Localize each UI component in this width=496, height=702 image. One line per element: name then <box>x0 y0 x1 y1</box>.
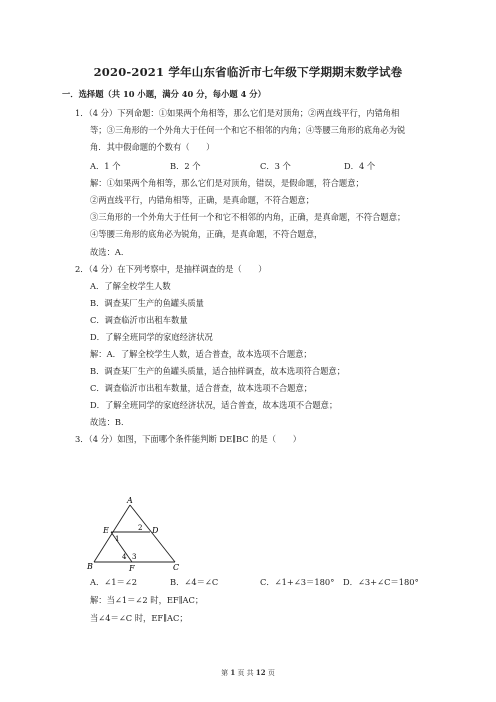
q1-option-c: C．3 个 <box>260 161 291 171</box>
label-e: E <box>103 526 109 535</box>
q2-solution-4: D．了解全班同学的家庭经济状况，适合普查，故本选项不合题意； <box>90 400 338 410</box>
q3-options <box>90 577 450 588</box>
page-title: 2020-2021 学年山东省临沂市七年级下学期期末数学试卷 <box>93 65 403 79</box>
label-b: B <box>87 562 93 571</box>
q3-option-b: B．∠4＝∠C <box>170 577 219 587</box>
footer-total-pages: 12 <box>255 668 266 677</box>
q2-option-d: D．了解全班同学的家庭经济状况 <box>90 332 213 342</box>
q2-option-c: C．调查临沂市出租车数量 <box>90 315 188 325</box>
q1-stem-line1: 1．（4 分）下列命题：①如果两个角相等，那么它们是对顶角；②两直线平行，内错角相 <box>75 108 400 118</box>
q1-solution-1: 解：①如果两个角相等，那么它们是对顶角，错误，是假命题，符合题意； <box>90 178 364 188</box>
angle-label-3: 3 <box>132 553 137 561</box>
q1-option-d: D．4 个 <box>344 161 376 171</box>
q2-option-a: A．了解全校学生人数 <box>90 281 171 291</box>
q3-option-a: A．∠1＝∠2 <box>90 577 138 587</box>
q2-solution-1: 解：A．了解全校学生人数，适合普查，故本选项不合题意； <box>90 349 312 359</box>
footer-mid: 页 共 <box>235 669 256 677</box>
q1-option-a: A．1 个 <box>90 161 121 171</box>
q2-option-b: B．调查某厂生产的鱼罐头质量 <box>90 298 204 308</box>
q3-solution-2: 当∠4＝∠C 时，EF∥AC； <box>90 613 188 623</box>
q1-solution-2: ②两直线平行，内错角相等，正确，是真命题，不符合题意； <box>90 195 315 205</box>
q2-answer: 故选：B． <box>90 417 130 427</box>
label-c: C <box>173 563 180 572</box>
q3-solution-1: 解：当∠1＝∠2 时，EF∥AC； <box>90 595 204 605</box>
q1-answer: 故选：A． <box>90 247 130 257</box>
label-a: A <box>127 496 133 505</box>
footer-page-number: 1 <box>230 668 236 677</box>
angle-label-4: 4 <box>122 553 127 561</box>
q3-stem: 3．（4 分）如图，下面哪个条件能判断 DE∥BC 的是（ ） <box>75 434 301 444</box>
q2-stem: 2．（4 分）在下列考察中，是抽样调查的是（ ） <box>75 264 267 274</box>
triangle-figure <box>84 496 184 574</box>
q1-option-b: B．2 个 <box>170 161 201 171</box>
footer-prefix: 第 <box>221 669 231 677</box>
q1-stem-line2: 等；③三角形的一个外角大于任何一个和它不相邻的内角；④等腰三角形的底角必为锐 <box>90 125 406 135</box>
label-f: F <box>129 564 135 573</box>
section-heading: 一．选择题（共 10 小题，满分 40 分，每小题 4 分） <box>62 89 266 99</box>
page-footer <box>0 668 496 678</box>
angle-label-2: 2 <box>138 524 143 532</box>
q2-solution-2: B．调查某厂生产的鱼罐头质量，适合抽样调查，故本选项符合题意； <box>90 366 346 376</box>
q1-solution-4: ④等腰三角形的底角必为锐角，正确，是真命题，不符合题意， <box>90 229 323 239</box>
label-d: D <box>152 526 159 535</box>
q1-solution-3: ③三角形的一个外角大于任何一个和它不相邻的内角，正确，是真命题，不符合题意； <box>90 212 406 222</box>
q3-option-c: C．∠1+∠3＝180° <box>260 577 335 587</box>
q1-options <box>90 161 430 172</box>
footer-suffix: 页 <box>265 669 275 677</box>
q1-stem-line3: 角．其中假命题的个数有（ ） <box>90 142 215 152</box>
q2-solution-3: C．调查临沂市出租车数量，适合普查，故本选项不合题意； <box>90 383 313 393</box>
q3-option-d: D．∠3+∠C＝180° <box>343 577 419 587</box>
angle-label-1: 1 <box>115 535 120 543</box>
